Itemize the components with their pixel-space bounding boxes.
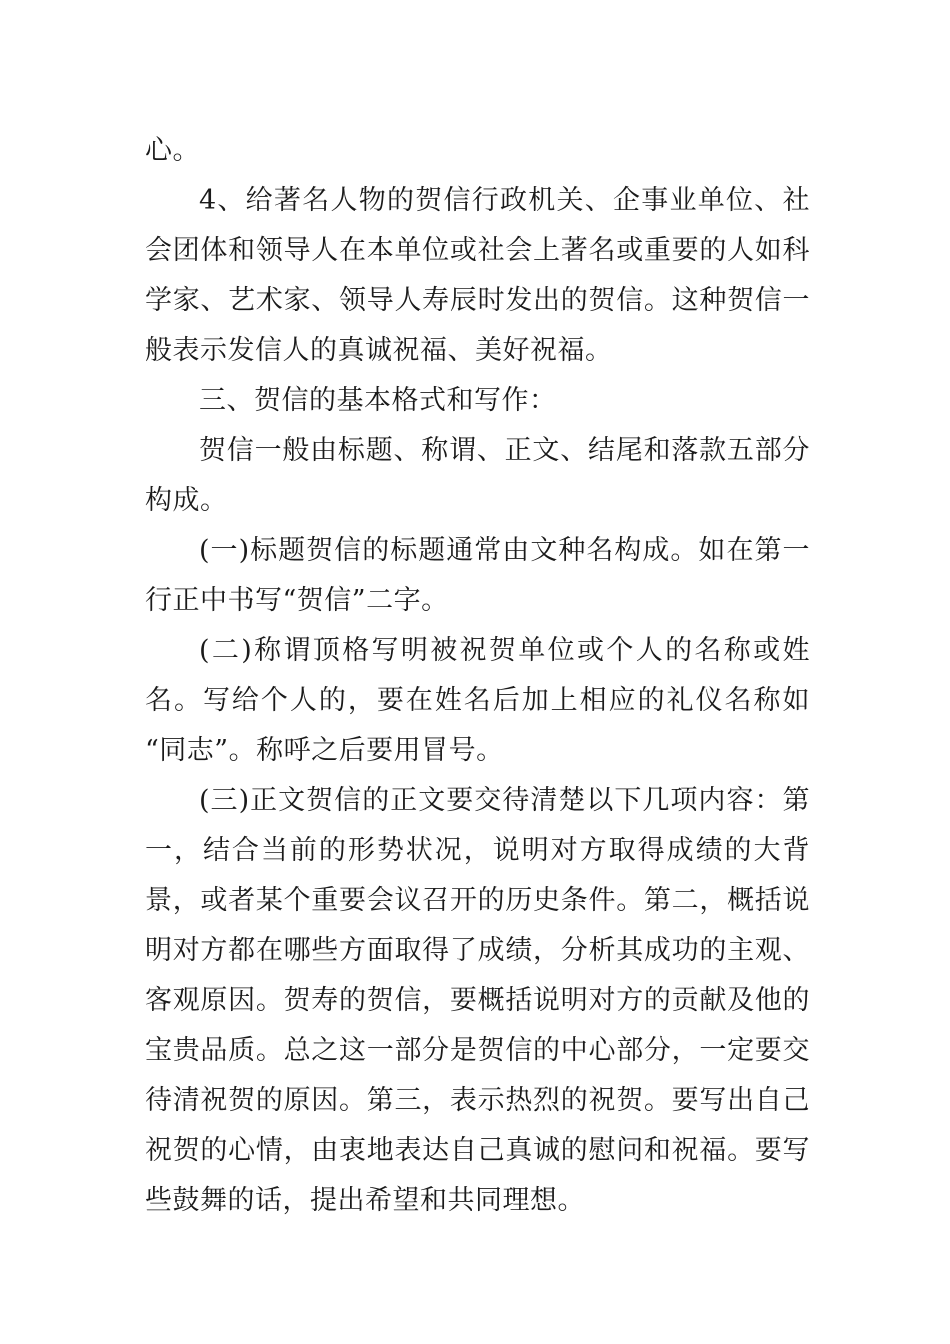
document-body [145, 126, 810, 1226]
paragraph-item-4: 4、给著名人物的贺信行政机关、企事业单位、社会团体和领导人在本单位或社会上著名或重要的人如科学家、艺术家、领导人寿辰时发出的贺信。这种贺信一般表示发信人的真诚祝福、美好祝福。 [145, 185, 810, 366]
paragraph-continuation: 心。 [145, 135, 200, 166]
paragraph-body-section: (三)正文贺信的正文要交待清楚以下几项内容：第一，结合当前的形势状况，说明对方取得成绩的大背景，或者某个重要会议召开的历史条件。第二，概括说明对方都在哪些方面取得了成绩，分析其成功的主观、客观原因。贺寿的贺信，要概括说明对方的贡献及他的宝贵品质。总之这一部分是贺信的中心部分，一定要交待清祝贺的原因。第三，表示热烈的祝贺。要写出自己祝贺的心情，由衷地表达自己真诚的慰问和祝福。要写些鼓舞的话，提出希望和共同理想。 [145, 785, 810, 1216]
section-heading-3: 三、贺信的基本格式和写作： [199, 385, 557, 416]
paragraph-structure: 贺信一般由标题、称谓、正文、结尾和落款五部分构成。 [145, 435, 810, 516]
paragraph-salutation-section: (二)称谓顶格写明被祝贺单位或个人的名称或姓名。写给个人的，要在姓名后加上相应的礼仪名称如 “同志”。称呼之后要用冒号。 [145, 635, 810, 766]
paragraph-title-section: (一)标题贺信的标题通常由文种名构成。如在第一行正中书写“贺信”二字。 [145, 535, 810, 616]
